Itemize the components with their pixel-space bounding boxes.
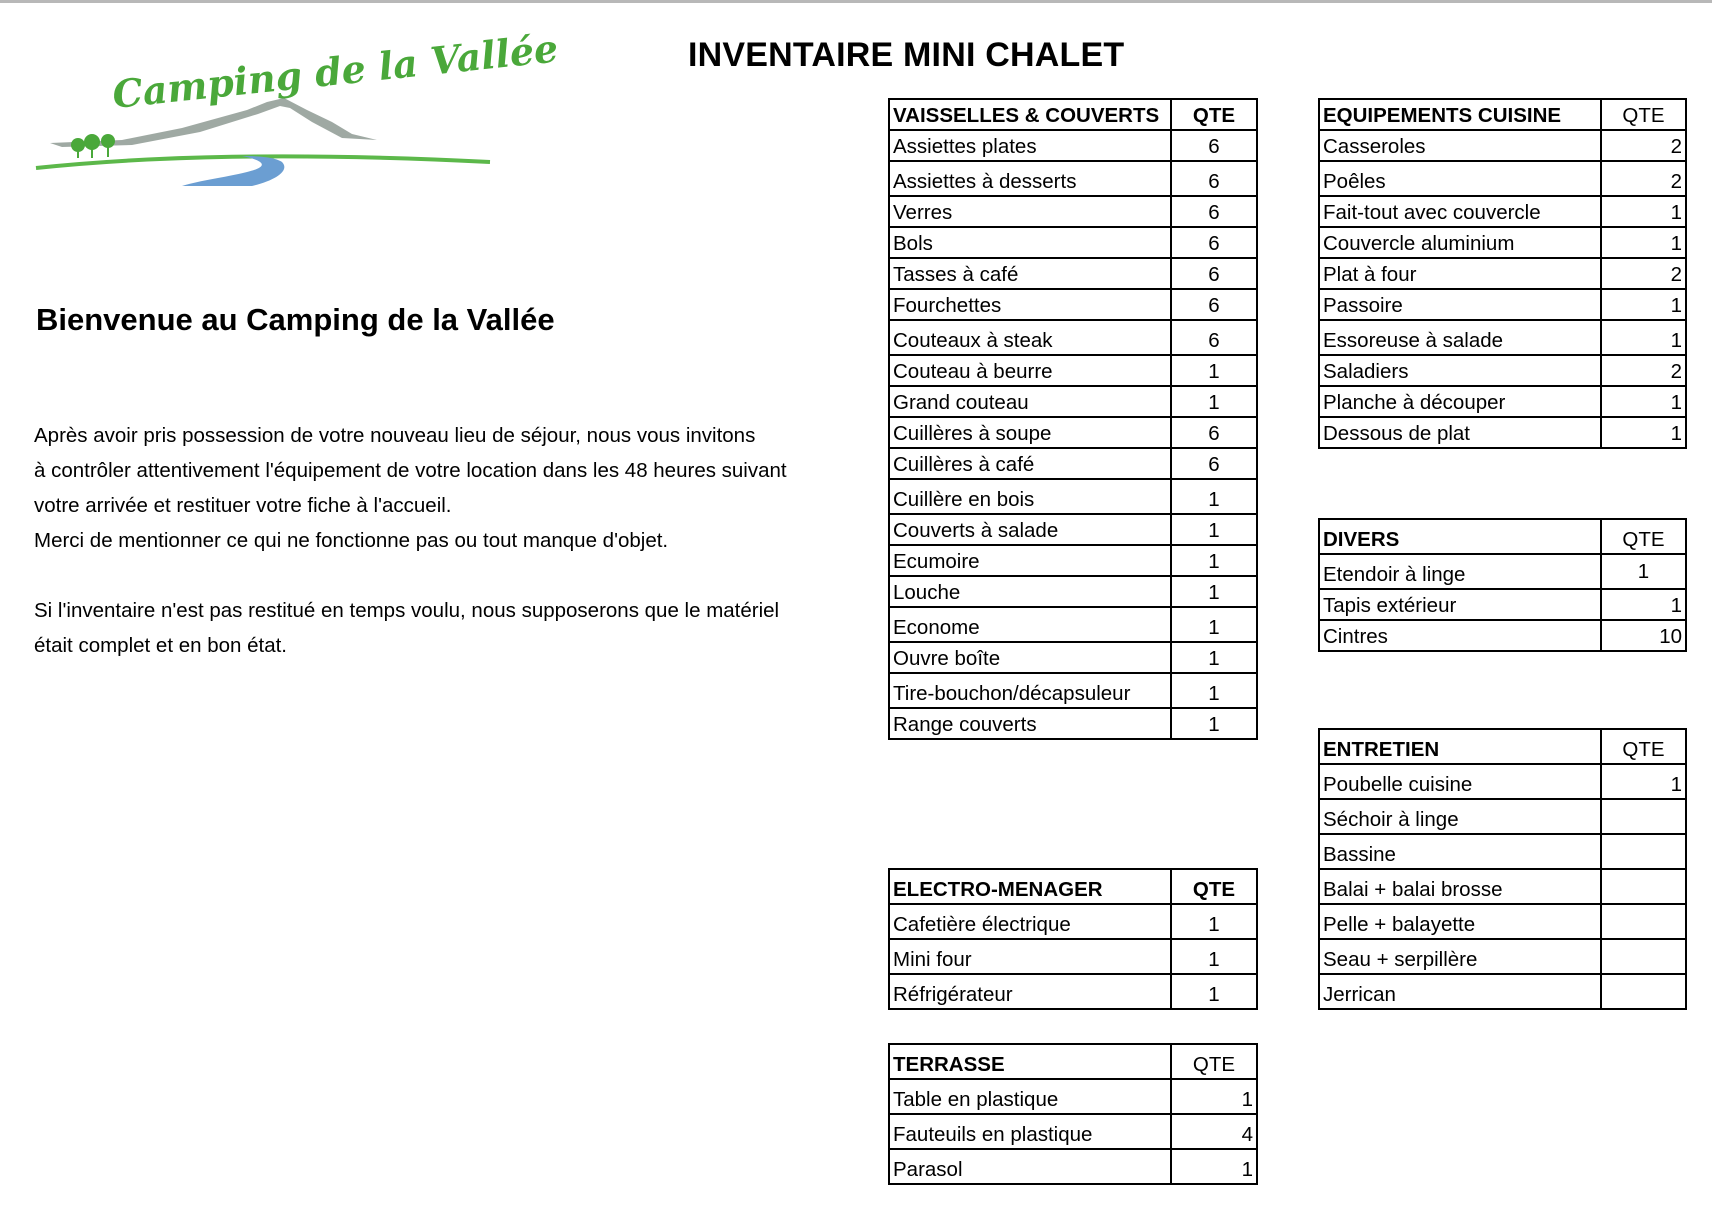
intro-line: votre arrivée et restituer votre fiche à l'accueil. — [34, 494, 452, 517]
item-name: Ouvre boîte — [889, 642, 1171, 673]
item-qty: 2 — [1601, 130, 1686, 161]
table-row — [1319, 799, 1686, 834]
table-row — [1319, 834, 1686, 869]
item-name: Assiettes plates — [889, 130, 1171, 161]
table-row — [1319, 258, 1686, 289]
table-header: TERRASSE — [889, 1044, 1171, 1079]
item-name: Planche à découper — [1319, 386, 1601, 417]
table-row — [889, 1114, 1257, 1149]
table-row — [889, 708, 1257, 739]
item-qty: 2 — [1601, 258, 1686, 289]
item-name: Louche — [889, 576, 1171, 607]
item-name: Tapis extérieur — [1319, 589, 1601, 620]
item-name: Couvercle aluminium — [1319, 227, 1601, 258]
table-row — [889, 1079, 1257, 1114]
item-name: Bassine — [1319, 834, 1601, 869]
item-qty: 6 — [1171, 417, 1257, 448]
item-qty: 1 — [1171, 576, 1257, 607]
item-name: Tire-bouchon/décapsuleur — [889, 673, 1171, 708]
item-name: Poubelle cuisine — [1319, 764, 1601, 799]
table-row — [1319, 939, 1686, 974]
item-qty: 1 — [1171, 479, 1257, 514]
item-name: Ecumoire — [889, 545, 1171, 576]
table-row — [889, 479, 1257, 514]
item-name: Couteau à beurre — [889, 355, 1171, 386]
item-qty: 6 — [1171, 448, 1257, 479]
intro-line: était complet et en bon état. — [34, 634, 287, 657]
item-name: Réfrigérateur — [889, 974, 1171, 1009]
table-row — [1319, 196, 1686, 227]
item-qty: 10 — [1601, 620, 1686, 651]
item-name: Pelle + balayette — [1319, 904, 1601, 939]
item-qty: 4 — [1171, 1114, 1257, 1149]
item-qty: 1 — [1601, 764, 1686, 799]
table-row — [889, 514, 1257, 545]
item-name: Cuillères à café — [889, 448, 1171, 479]
intro-line: Merci de mentionner ce qui ne fonctionne pas ou tout manque d'objet. — [34, 529, 669, 552]
table-header-row — [1319, 729, 1686, 764]
item-qty: 2 — [1601, 161, 1686, 196]
table-row — [889, 545, 1257, 576]
table-row — [1319, 869, 1686, 904]
item-name: Econome — [889, 607, 1171, 642]
item-name: Séchoir à linge — [1319, 799, 1601, 834]
item-name: Plat à four — [1319, 258, 1601, 289]
item-qty: 1 — [1171, 642, 1257, 673]
table-row — [889, 227, 1257, 258]
table-header: EQUIPEMENTS CUISINE — [1319, 99, 1601, 130]
table-header: DIVERS — [1319, 519, 1601, 554]
qty-header: QTE — [1171, 869, 1257, 904]
table-row — [1319, 161, 1686, 196]
table-row — [1319, 764, 1686, 799]
qty-header: QTE — [1601, 519, 1686, 554]
table-header: VAISSELLES & COUVERTS — [889, 99, 1171, 130]
item-qty: 6 — [1171, 130, 1257, 161]
table-vaisselles — [888, 98, 1258, 740]
table-row — [889, 448, 1257, 479]
table-row — [889, 320, 1257, 355]
intro-text — [34, 418, 834, 663]
item-qty: 1 — [1601, 196, 1686, 227]
item-name: Fauteuils en plastique — [889, 1114, 1171, 1149]
item-qty: 1 — [1601, 589, 1686, 620]
top-border — [0, 0, 1712, 3]
item-name: Grand couteau — [889, 386, 1171, 417]
table-header-row — [1319, 519, 1686, 554]
table-header-row — [889, 869, 1257, 904]
item-name: Etendoir à linge — [1319, 554, 1601, 589]
table-header-row — [889, 99, 1257, 130]
item-qty — [1601, 904, 1686, 939]
table-row — [1319, 554, 1686, 589]
table-header-row — [889, 1044, 1257, 1079]
table-row — [889, 1149, 1257, 1184]
item-qty — [1601, 834, 1686, 869]
item-name: Essoreuse à salade — [1319, 320, 1601, 355]
tree-icon — [84, 134, 100, 150]
item-name: Cintres — [1319, 620, 1601, 651]
item-name: Fait-tout avec couvercle — [1319, 196, 1601, 227]
intro-line: Si l'inventaire n'est pas restitué en temps voulu, nous supposerons que le matériel — [34, 599, 780, 622]
item-qty: 1 — [1601, 417, 1686, 448]
item-name: Poêles — [1319, 161, 1601, 196]
table-electro-menager — [888, 868, 1258, 1010]
item-qty: 1 — [1171, 386, 1257, 417]
item-qty: 1 — [1601, 386, 1686, 417]
table-row — [889, 161, 1257, 196]
item-qty: 6 — [1171, 161, 1257, 196]
table-row — [889, 576, 1257, 607]
table-row — [889, 974, 1257, 1009]
item-qty: 1 — [1171, 939, 1257, 974]
table-row — [889, 130, 1257, 161]
item-name: Verres — [889, 196, 1171, 227]
intro-line: Après avoir pris possession de votre nouveau lieu de séjour, nous vous invitons — [34, 424, 756, 447]
item-qty: 1 — [1171, 545, 1257, 576]
camping-logo — [32, 25, 561, 188]
table-row — [1319, 589, 1686, 620]
table-row — [889, 417, 1257, 448]
item-name: Table en plastique — [889, 1079, 1171, 1114]
table-row — [889, 289, 1257, 320]
item-name: Parasol — [889, 1149, 1171, 1184]
qty-header: QTE — [1601, 729, 1686, 764]
item-qty: 1 — [1171, 607, 1257, 642]
table-row — [889, 258, 1257, 289]
item-name: Fourchettes — [889, 289, 1171, 320]
item-qty: 1 — [1171, 974, 1257, 1009]
item-qty: 1 — [1601, 320, 1686, 355]
item-qty: 6 — [1171, 289, 1257, 320]
table-row — [1319, 227, 1686, 258]
table-row — [889, 386, 1257, 417]
item-name: Couverts à salade — [889, 514, 1171, 545]
item-qty: 1 — [1601, 554, 1686, 589]
item-qty: 1 — [1171, 1079, 1257, 1114]
river-shape — [182, 156, 284, 186]
intro-line: à contrôler attentivement l'équipement de votre location dans les 48 heures suivant — [34, 459, 787, 482]
item-qty: 1 — [1601, 227, 1686, 258]
item-qty: 1 — [1601, 289, 1686, 320]
table-row — [1319, 620, 1686, 651]
table-header: ELECTRO-MENAGER — [889, 869, 1171, 904]
item-qty: 6 — [1171, 227, 1257, 258]
item-name: Cafetière électrique — [889, 904, 1171, 939]
table-row — [1319, 355, 1686, 386]
table-header-row — [1319, 99, 1686, 130]
item-name: Bols — [889, 227, 1171, 258]
item-name: Range couverts — [889, 708, 1171, 739]
item-name: Assiettes à desserts — [889, 161, 1171, 196]
item-name: Jerrican — [1319, 974, 1601, 1009]
item-qty — [1601, 939, 1686, 974]
table-row — [1319, 904, 1686, 939]
item-name: Casseroles — [1319, 130, 1601, 161]
item-qty: 1 — [1171, 708, 1257, 739]
item-qty — [1601, 869, 1686, 904]
table-row — [889, 196, 1257, 227]
item-name: Saladiers — [1319, 355, 1601, 386]
item-qty: 6 — [1171, 320, 1257, 355]
table-row — [889, 607, 1257, 642]
item-name: Cuillère en bois — [889, 479, 1171, 514]
item-name: Passoire — [1319, 289, 1601, 320]
item-name: Mini four — [889, 939, 1171, 974]
item-name: Dessous de plat — [1319, 417, 1601, 448]
item-qty: 1 — [1171, 673, 1257, 708]
item-qty: 6 — [1171, 196, 1257, 227]
table-row — [1319, 417, 1686, 448]
table-divers — [1318, 518, 1687, 652]
table-row — [1319, 289, 1686, 320]
table-row — [1319, 130, 1686, 161]
item-name: Seau + serpillère — [1319, 939, 1601, 974]
qty-header: QTE — [1601, 99, 1686, 130]
item-name: Tasses à café — [889, 258, 1171, 289]
table-row — [889, 355, 1257, 386]
item-name: Balai + balai brosse — [1319, 869, 1601, 904]
qty-header: QTE — [1171, 99, 1257, 130]
tree-icon — [101, 134, 115, 148]
item-qty — [1601, 974, 1686, 1009]
table-entretien — [1318, 728, 1687, 1010]
item-qty: 1 — [1171, 1149, 1257, 1184]
table-row — [1319, 974, 1686, 1009]
table-equipements-cuisine — [1318, 98, 1687, 449]
qty-header: QTE — [1171, 1044, 1257, 1079]
table-row — [889, 642, 1257, 673]
item-qty: 1 — [1171, 904, 1257, 939]
table-row — [1319, 320, 1686, 355]
item-name: Couteaux à steak — [889, 320, 1171, 355]
table-header: ENTRETIEN — [1319, 729, 1601, 764]
table-row — [889, 939, 1257, 974]
item-name: Cuillères à soupe — [889, 417, 1171, 448]
table-row — [889, 904, 1257, 939]
item-qty — [1601, 799, 1686, 834]
welcome-heading: Bienvenue au Camping de la Vallée — [36, 302, 555, 337]
item-qty: 6 — [1171, 258, 1257, 289]
tree-icon — [71, 138, 85, 152]
item-qty: 1 — [1171, 355, 1257, 386]
table-terrasse — [888, 1043, 1258, 1185]
table-row — [1319, 386, 1686, 417]
table-row — [889, 673, 1257, 708]
item-qty: 1 — [1171, 514, 1257, 545]
page-title: INVENTAIRE MINI CHALET — [688, 36, 1125, 74]
logo-text: Camping de la Vallée — [110, 25, 561, 117]
item-qty: 2 — [1601, 355, 1686, 386]
